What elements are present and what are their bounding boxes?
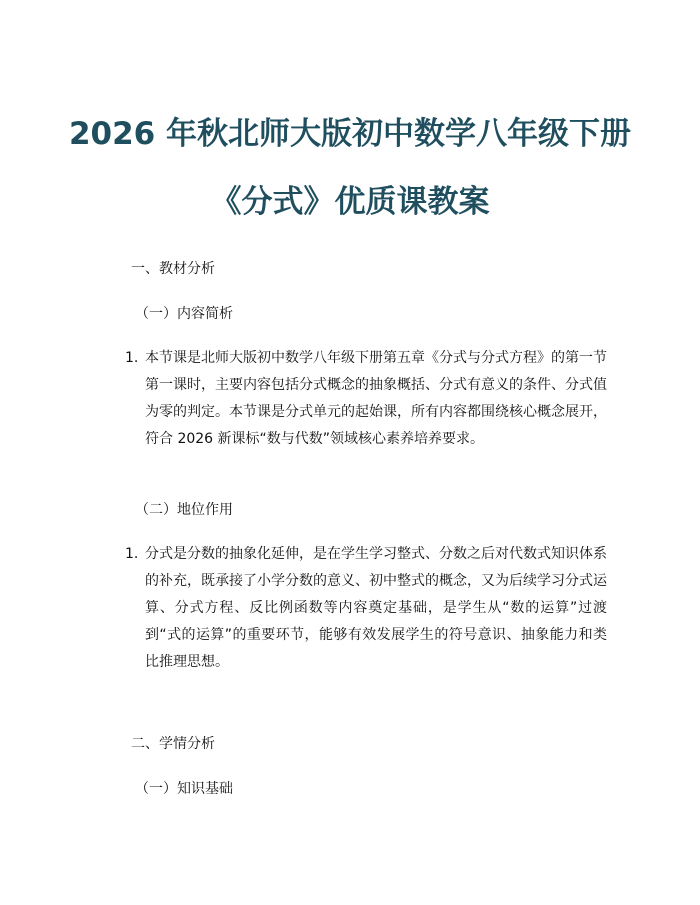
- subsection-heading-role: （二）地位作用: [135, 502, 233, 518]
- list-number: 1.: [125, 546, 139, 562]
- content-summary-item: [125, 345, 607, 475]
- section-heading-student-analysis: 二、学情分析: [131, 736, 215, 752]
- subsection-heading-content-summary: （一）内容简析: [135, 306, 233, 322]
- document-title-line1: 2026 年秋北师大版初中数学八年级下册: [68, 116, 632, 152]
- section-heading-textbook-analysis: 一、教材分析: [131, 261, 215, 277]
- role-text: 分式是分数的抽象化延伸，是在学生学习整式、分数之后对代数式知识体系的补充，既承接了小学分数的意义、初中整式的概念，又为后续学习分式运算、分式方程、反比例函数等内容奠定基础，是学生从“数的运算”过渡到“式的运算”的重要环节，能够有效发展学生的符号意识、抽象能力和类比推理思想。: [145, 546, 607, 670]
- role-item: [125, 541, 607, 706]
- list-number: 1.: [125, 350, 139, 366]
- document-title-line2: 《分式》优质课教案: [210, 184, 490, 220]
- subsection-heading-knowledge-base: （一）知识基础: [135, 781, 233, 797]
- content-summary-text: 本节课是北师大版初中数学八年级下册第五章《分式与分式方程》的第一节第一课时，主要内容包括分式概念的抽象概括、分式有意义的条件、分式值为零的判定。本节课是分式单元的起始课，所有内容都围绕核心概念展开，符合 2026 新课标“数与代数”领域核心素养培养要求。: [145, 350, 607, 447]
